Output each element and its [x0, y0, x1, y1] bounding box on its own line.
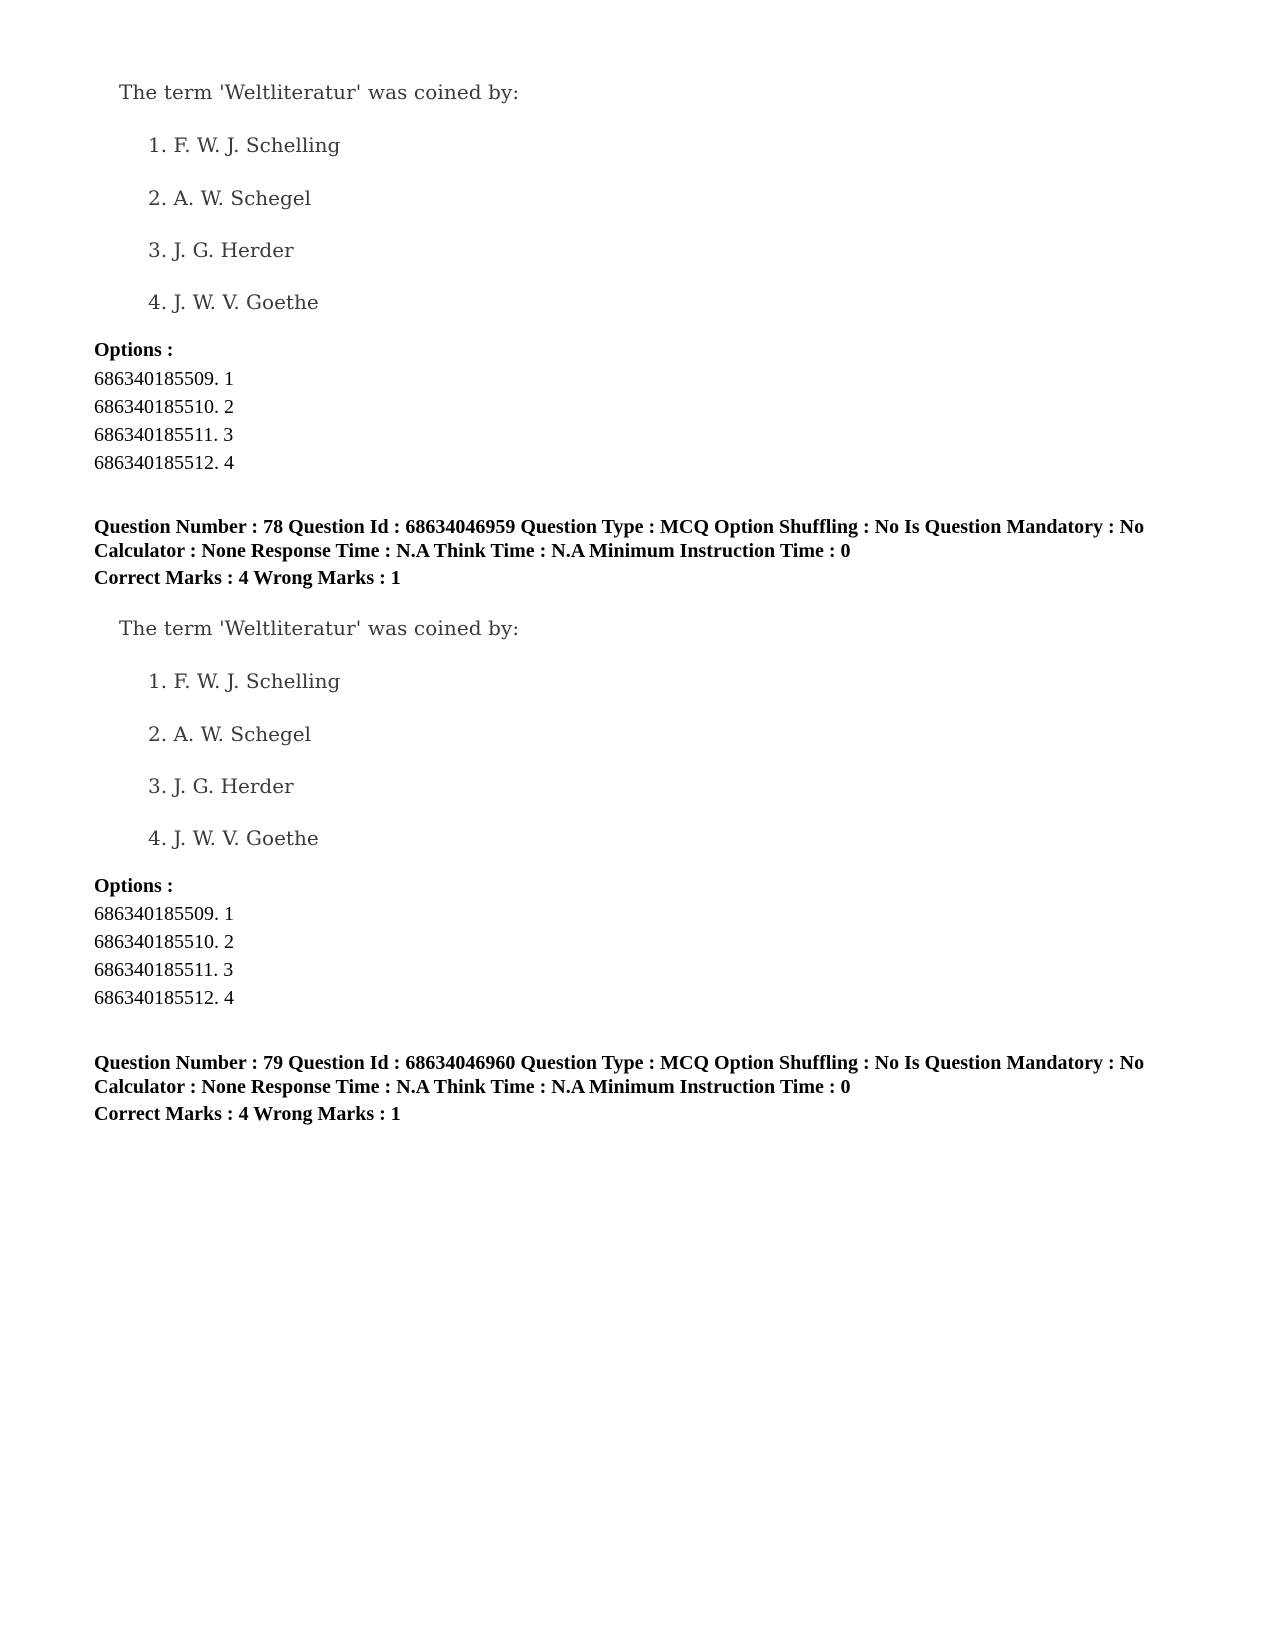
choice-3: 3. J. G. Herder [148, 238, 294, 262]
marks-line: Correct Marks : 4 Wrong Marks : 1 [94, 1103, 401, 1125]
option-id-1: 686340185509. 1 [94, 368, 234, 390]
option-id-1: 686340185509. 1 [94, 903, 234, 925]
question-image [119, 616, 520, 850]
choice-1: 1. F. W. J. Schelling [148, 133, 341, 157]
option-id-2: 686340185510. 2 [94, 931, 234, 953]
option-id-4: 686340185512. 4 [94, 987, 234, 1009]
choice-4: 4. J. W. V. Goethe [148, 826, 319, 850]
question-meta: Question Number : 79 Question Id : 68634046960 Question Type : MCQ Option Shuffling : No Is Question Mandatory : No Calculator : None Response Time : N.A Think Time : N.A Minimum Instruction Time : 0 [94, 1052, 1145, 1098]
choice-2: 2. A. W. Schegel [148, 722, 312, 746]
option-id-4: 686340185512. 4 [94, 452, 234, 474]
choice-2: 2. A. W. Schegel [148, 186, 312, 210]
option-id-3: 686340185511. 3 [94, 959, 234, 981]
option-id-2: 686340185510. 2 [94, 396, 234, 418]
question-text: The term 'Weltliteratur' was coined by: [119, 80, 520, 104]
options-heading: Options : [94, 339, 174, 361]
marks-line: Correct Marks : 4 Wrong Marks : 1 [94, 567, 401, 589]
option-id-3: 686340185511. 3 [94, 424, 234, 446]
choice-1: 1. F. W. J. Schelling [148, 669, 341, 693]
question-image [119, 80, 520, 314]
choice-3: 3. J. G. Herder [148, 774, 294, 798]
choice-4: 4. J. W. V. Goethe [148, 290, 319, 314]
question-text: The term 'Weltliteratur' was coined by: [119, 616, 520, 640]
options-heading: Options : [94, 875, 174, 897]
question-meta: Question Number : 78 Question Id : 68634046959 Question Type : MCQ Option Shuffling : No Is Question Mandatory : No Calculator : None Response Time : N.A Think Time : N.A Minimum Instruction Time : 0 [94, 516, 1145, 562]
